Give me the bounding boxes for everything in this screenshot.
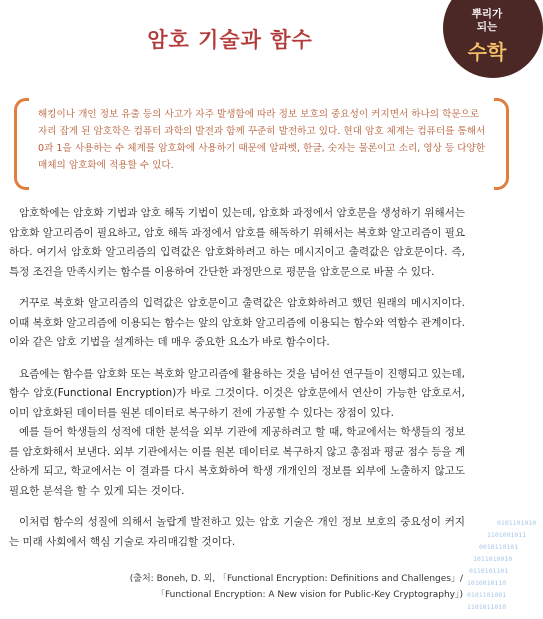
paragraph-2: 거꾸로 복호화 알고리즘의 입력값은 암호문이고 출력값은 암호화하려고 했던 원래의 메시지이다. 이때 복호화 알고리즘에 이용되는 함수는 앞의 암호화 알고리즘에 이용되는 함수와 역함수 관계이다. 이와 같은 암호 기법을 설계하는 데 매우 중요한 요소가 바로 함수이다. [9,297,465,348]
paragraph-1: 암호학에는 암호화 기법과 암호 해독 기법이 있는데, 암호화 과정에서 암호문을 생성하기 위해서는 암호화 알고리즘이 필요하고, 암호 해독 과정에서 암호를 해독하기 위해서는 복호화 알고리즘이 필요하다. 여기서 암호화 알고리즘의 입력값은 암호화하려고 하는 메시지이고 출력값은 암호문이다. 즉, 특정 조건을 만족시키는 함수를 이용하여 간단한 과정만으로 평문을 암호문으로 바꿀 수 있다. [9,207,465,278]
binary-row: 0101101010 [497,519,537,527]
binary-row: 0101101001 [467,591,507,599]
citation [63,571,463,603]
badge-line-2: 되는 [476,21,498,33]
badge-subject: 수학 [467,40,507,64]
paragraph-3: 요즘에는 함수를 암호화 또는 복호화 알고리즘에 활용하는 것을 넘어선 연구들이 진행되고 있는데, 함수 암호(Functional Encryption)가 바로 그것이다. 이것은 암호문에서 연산이 가능한 암호로서, 이미 암호화된 데이터를 원본 데이터로 복구하기 전에 가공할 수 있다는 장점이 있다. [9,367,465,419]
binary-row: 1010010110 [467,579,507,587]
right-bracket [494,98,509,190]
binary-row: 0110101101 [469,567,509,575]
binary-row: 1011010010 [473,555,513,563]
binary-row: 1101001011 [487,531,527,539]
left-bracket [14,98,29,190]
binary-decoration [467,479,537,619]
article-body [9,204,465,564]
binary-row: 1101011010 [467,603,507,611]
intro-box [14,98,509,186]
paragraph-5: 이처럼 함수의 성질에 의해서 놀랍게 발전하고 있는 암호 기술은 개인 정보 보호의 중요성이 커지는 미래 사회에서 핵심 기술로 자리매김할 것이다. [9,516,465,548]
intro-text: 해킹이나 개인 정보 유출 등의 사고가 자주 발생함에 따라 정보 보호의 중요성이 커지면서 하나의 학문으로 자리 잡게 된 암호학은 컴퓨터 과학의 발전과 함께 꾸준히 발전하고 있다. 현대 암호 체계는 컴퓨터를 통해서 0과 1을 사용하는 수 체계를 암호화에 사용하기 때문에 알파벳, 한글, 숫자는 물론이고 소리, 영상 등 다양한 매체의 암호화에 적용할 수 있다. [38,109,486,171]
binary-row: 0010110101 [479,543,519,551]
citation-line-2: 「Functional Encryption: A New vision for Public-Key Cryptography」) [155,590,463,600]
page-title: 암호 기술과 함수 [147,28,313,52]
citation-line-1: (출처: Boneh, D. 외, 「Functional Encryption: Definitions and Challenges」/ [129,574,463,584]
section-badge [443,0,543,78]
badge-line-1: 뿌리가 [471,8,503,20]
paragraph-4: 예를 들어 학생들의 성적에 대한 분석을 외부 기관에 제공하려고 할 때, 학교에서는 학생들의 정보를 암호화해서 보낸다. 외부 기관에서는 이를 원본 데이터로 복구하지 않고 총점과 평균 점수 등을 계산하게 되고, 학교에서는 이 결과를 다시 복호화하여 학생 개개인의 정보를 외부에 노출하지 않고도 필요한 분석을 할 수 있게 되는 것이다. [9,426,465,497]
